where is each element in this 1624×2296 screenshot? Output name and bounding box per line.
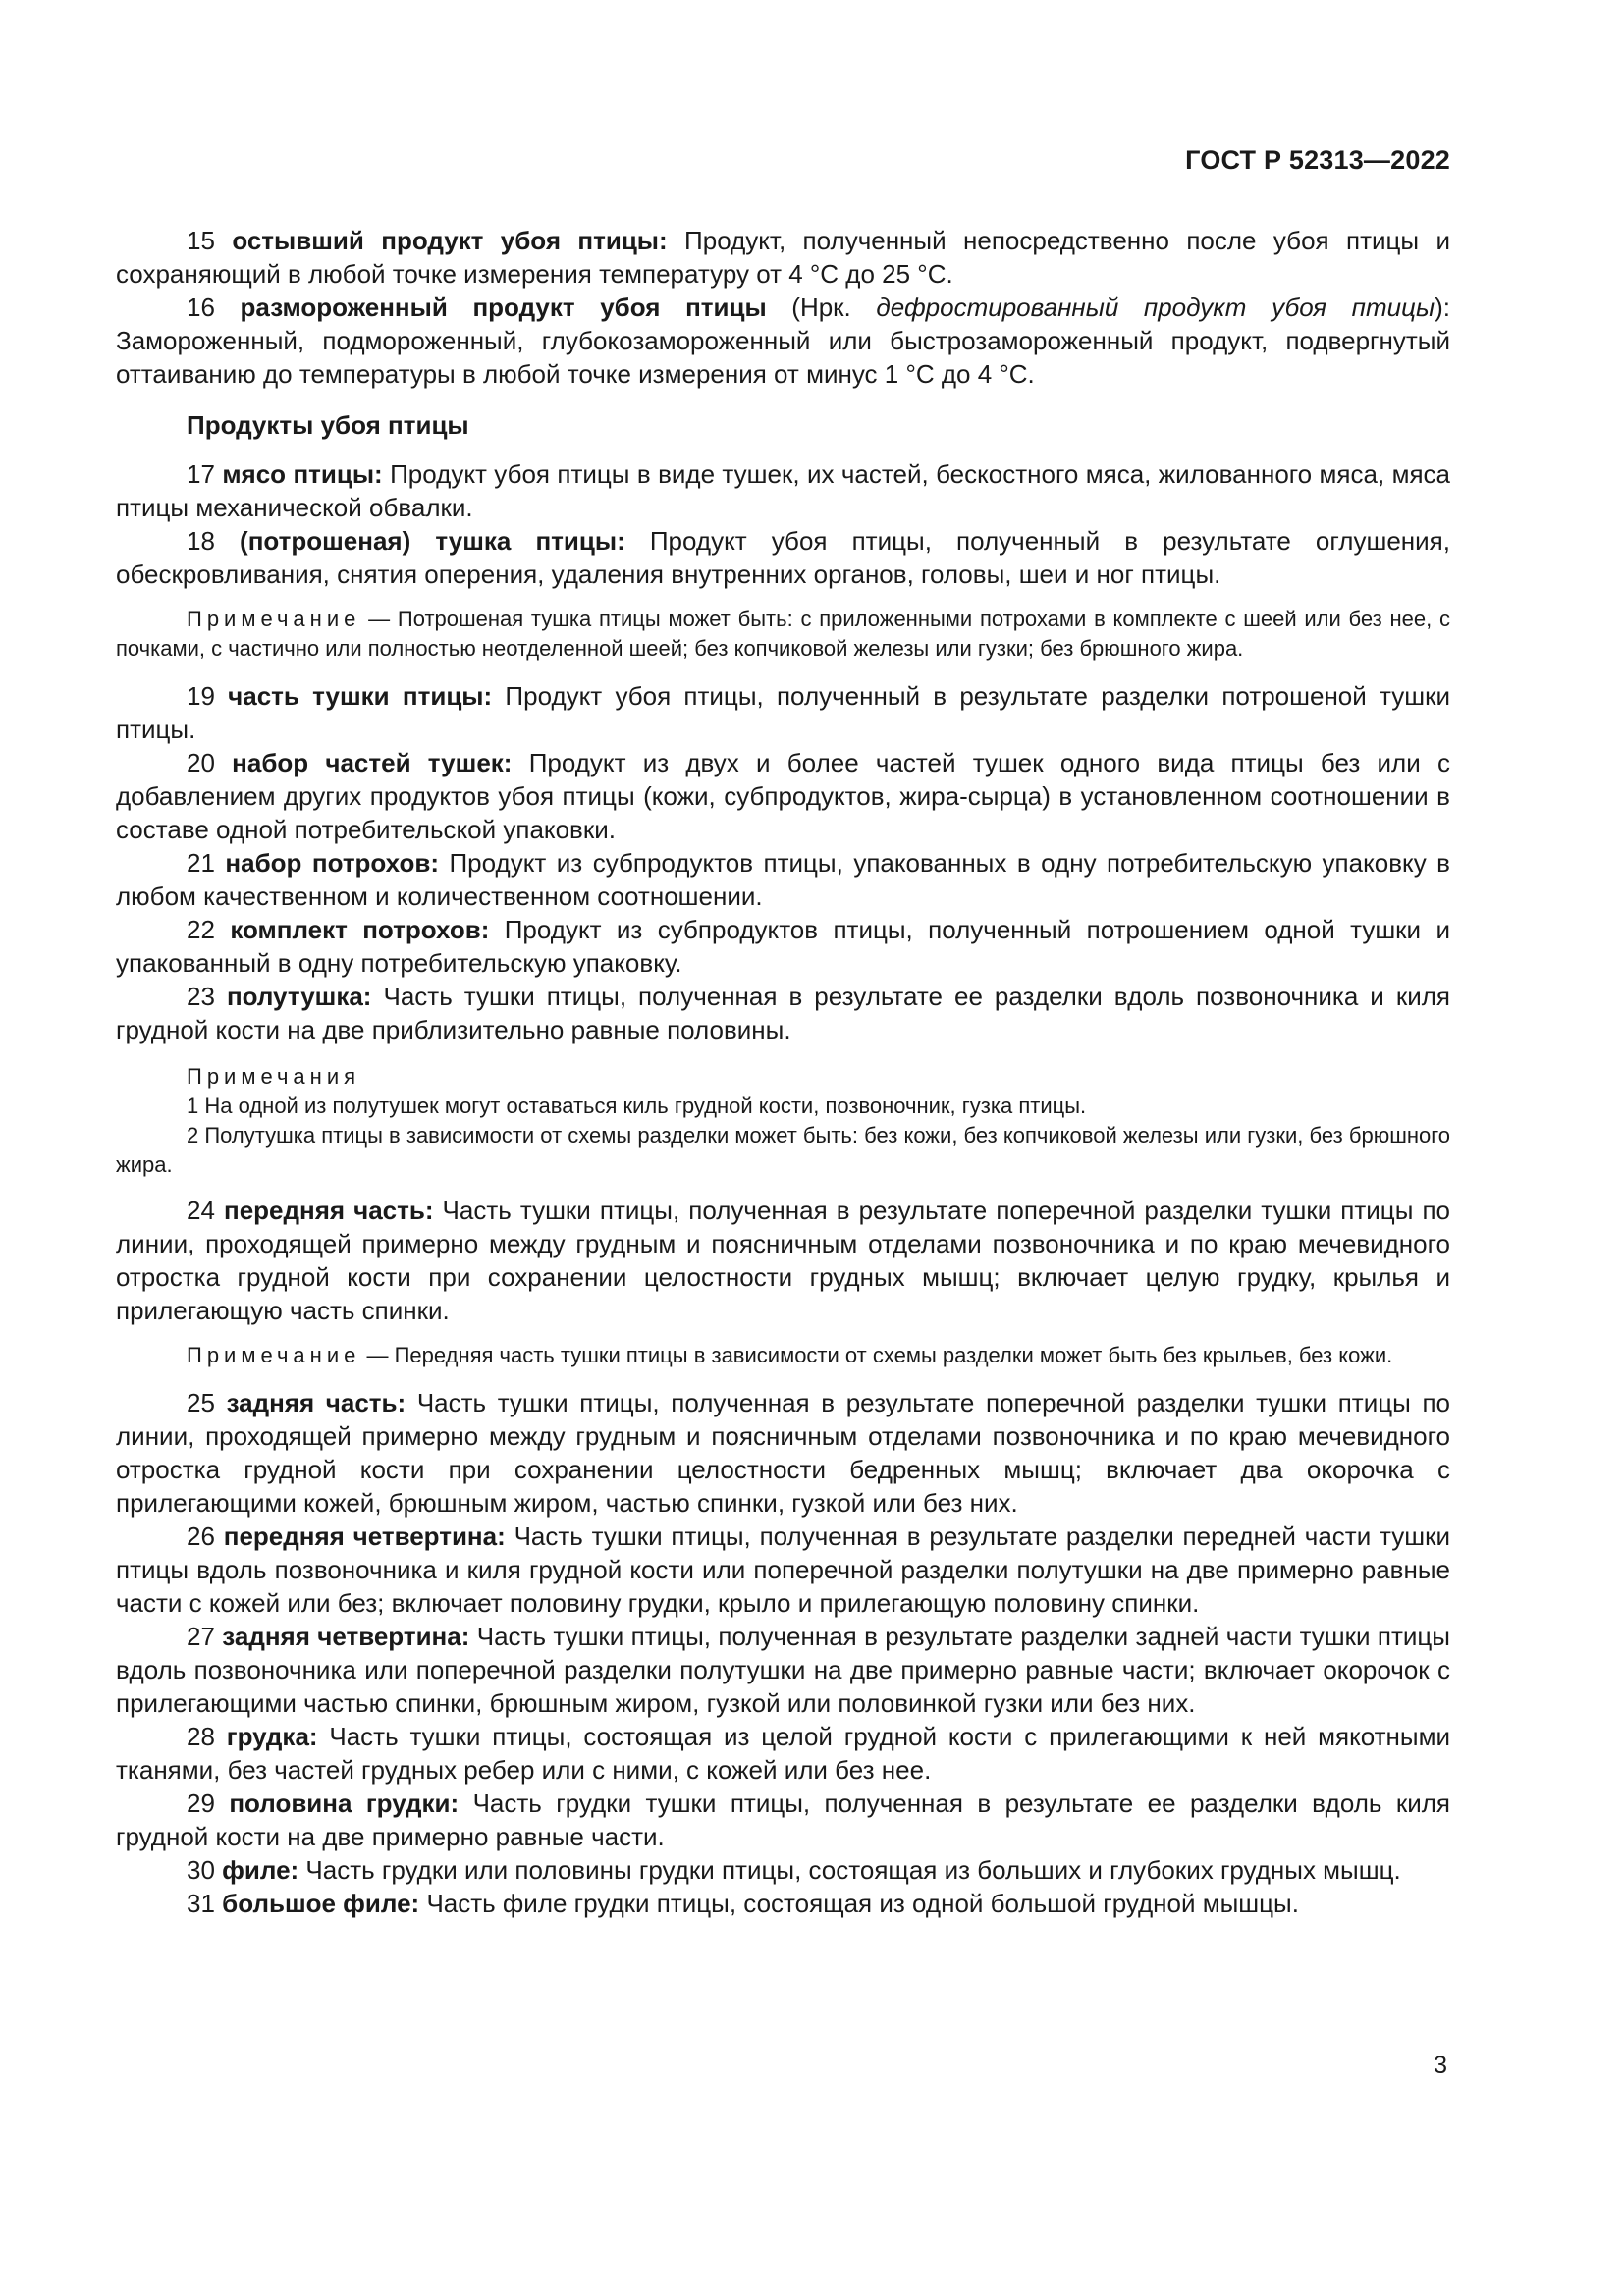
term-25 [116, 1386, 1450, 1520]
term-name: задняя четвертина: [222, 1622, 470, 1651]
term-name: половина грудки: [229, 1789, 460, 1818]
term-number: 17 [187, 459, 223, 489]
term-number: 20 [187, 748, 233, 777]
term-23 [116, 980, 1450, 1046]
term-definition: Продукт, полученный непосредственно после убоя птицы и сохраняющий в любой точке измерения температуру от 4 °С до 25 °С. [116, 226, 1450, 289]
term-number: 29 [187, 1789, 230, 1818]
term-number: 25 [187, 1388, 227, 1417]
term-17 [116, 457, 1450, 524]
term-24 [116, 1194, 1450, 1327]
term-definition: Часть филе грудки птицы, состоящая из одной большой грудной мышцы. [419, 1889, 1299, 1918]
term-definition: Продукт убоя птицы в виде тушек, их частей, бескостного мяса, жилованного мяса, мяса птицы механической обвалки. [116, 459, 1450, 522]
term-16 [116, 291, 1450, 391]
term-name: часть тушки птицы: [228, 681, 493, 711]
term-definition: Часть грудки тушки птицы, полученная в результате ее разделки вдоль киля грудной кости на две примерно равные части. [116, 1789, 1451, 1851]
term-number: 23 [187, 982, 227, 1011]
note-dash: — [360, 1343, 395, 1367]
term-name: полутушка: [226, 982, 372, 1011]
term-definition: Часть тушки птицы, полученная в результате поперечной разделки тушки птицы по линии, проходящей примерно между грудным и поясничным отделами позвоночника и по краю мечевидного отростка грудной кости при сохранении целостности грудных мышц; включает целую грудку, крылья и прилегающую часть спинки. [116, 1196, 1450, 1325]
note-label: Примечание [187, 607, 361, 631]
term-name: размороженный продукт убоя птицы [240, 293, 767, 322]
term-30 [116, 1853, 1450, 1887]
term-name: мясо птицы: [222, 459, 383, 489]
term-definition: ): Замороженный, подмороженный, глубокозамороженный или быстрозамороженный продукт, подвергнутый оттаиванию до температуры в любой точке измерения от минус 1 °С до 4 °С. [116, 293, 1450, 389]
term-name: грудка: [226, 1722, 318, 1751]
note-item: 2 Полутушка птицы в зависимости от схемы разделки может быть: без кожи, без копчиковой железы или гузки, без брюшного жира. [116, 1123, 1450, 1177]
term-29 [116, 1787, 1450, 1853]
term-definition: Часть тушки птицы, полученная в результате разделки задней части тушки птицы вдоль позвоночника или поперечной разделки полутушки на две примерно равные части; включает окорочок с прилегающими частью спинки, брюшным жиром, гузкой или половинкой гузки или без них. [116, 1622, 1450, 1718]
note-label: Примечание [187, 1343, 361, 1367]
term-definition: Продукт убоя птицы, полученный в результате разделки потрошеной тушки птицы. [116, 681, 1450, 744]
notes-title: Примечания [187, 1064, 361, 1089]
term-definition: Часть грудки или половины грудки птицы, состоящая из больших и глубоких грудных мышц. [298, 1855, 1401, 1885]
term-definition: Продукт убоя птицы, полученный в результате оглушения, обескровливания, снятия оперения, удаления внутренних органов, головы, шеи и ног птицы. [116, 526, 1450, 589]
note-24 [116, 1341, 1450, 1370]
term-20 [116, 746, 1450, 846]
term-name: передняя четвертина: [223, 1522, 506, 1551]
note-text: Потрошеная тушка птицы может быть: с приложенными потрохами в комплекте с шеей или без нее, с почками, с частично или полностью неотделенной шеей; без копчиковой железы или гузки; без брюшного жира. [116, 607, 1451, 661]
term-definition: Часть тушки птицы, полученная в результате ее разделки вдоль позвоночника и киля грудной кости на две приблизительно равные половины. [116, 982, 1450, 1044]
term-name: остывший продукт убоя птицы: [232, 226, 668, 255]
note-dash: — [360, 607, 398, 631]
note-18 [116, 605, 1450, 664]
term-26 [116, 1520, 1450, 1620]
term-15 [116, 224, 1450, 291]
term-number: 24 [187, 1196, 224, 1225]
term-name: большое филе: [222, 1889, 420, 1918]
document-code-header: ГОСТ Р 52313—2022 [1185, 145, 1450, 175]
term-deprecated-prefix: (Нрк. [766, 293, 877, 322]
term-22 [116, 913, 1450, 980]
term-name: (потрошеная) тушка птицы: [240, 526, 625, 556]
section-title: Продукты убоя птицы [187, 410, 469, 440]
term-name: набор потрохов: [225, 848, 440, 878]
term-27 [116, 1620, 1450, 1720]
notes-23 [116, 1062, 1450, 1180]
term-number: 19 [187, 681, 229, 711]
term-definition: Продукт из субпродуктов птицы, полученный потрошением одной тушки и упакованный в одну потребительскую упаковку. [116, 915, 1450, 978]
term-name: набор частей тушек: [232, 748, 513, 777]
term-deprecated-synonym: дефростированный продукт убоя птицы [876, 293, 1435, 322]
page-content [116, 224, 1450, 1920]
term-number: 28 [187, 1722, 227, 1751]
term-19 [116, 679, 1450, 746]
term-18 [116, 524, 1450, 591]
note-text: Передняя часть тушки птицы в зависимости от схемы разделки может быть без крыльев, без кожи. [394, 1343, 1393, 1367]
term-number: 21 [187, 848, 226, 878]
term-number: 18 [187, 526, 241, 556]
term-21 [116, 846, 1450, 913]
term-definition: Продукт из субпродуктов птицы, упакованных в одну потребительскую упаковку в любом качественном и количественном соотношении. [116, 848, 1450, 911]
term-31 [116, 1887, 1450, 1920]
term-number: 31 [187, 1889, 223, 1918]
term-definition: Часть тушки птицы, состоящая из целой грудной кости с прилегающими к ней мякотными тканями, без частей грудных ребер или с ними, с кожей или без нее. [116, 1722, 1450, 1785]
term-number: 16 [187, 293, 241, 322]
term-name: передняя часть: [223, 1196, 434, 1225]
term-number: 27 [187, 1622, 223, 1651]
term-number: 15 [187, 226, 233, 255]
term-number: 30 [187, 1855, 223, 1885]
page-number: 3 [1434, 2052, 1447, 2079]
term-name: филе: [222, 1855, 299, 1885]
term-28 [116, 1720, 1450, 1787]
term-definition: Часть тушки птицы, полученная в результате разделки передней части тушки птицы вдоль позвоночника и киля грудной кости или поперечной разделки полутушки на две примерно равные части с кожей или без; включает половину грудки, крыло и прилегающую половину спинки. [116, 1522, 1451, 1618]
term-number: 22 [187, 915, 231, 944]
term-definition: Часть тушки птицы, полученная в результате поперечной разделки тушки птицы по линии, проходящей примерно между грудным и поясничным отделами позвоночника и по краю мечевидного отростка грудной кости при сохранении целостности бедренных мышц; включает два окорочка с прилегающими кожей, брюшным жиром, частью спинки, гузкой или без них. [116, 1388, 1450, 1518]
term-name: комплект потрохов: [230, 915, 490, 944]
note-item: 1 На одной из полутушек могут оставаться киль грудной кости, позвоночник, гузка птицы. [187, 1094, 1087, 1118]
term-name: задняя часть: [226, 1388, 406, 1417]
term-definition: Продукт из двух и более частей тушек одного вида птицы без или с добавлением других продуктов убоя птицы (кожи, субпродуктов, жира-сырца) в установленном соотношении в составе одной потребительской упаковки. [116, 748, 1450, 844]
term-number: 26 [187, 1522, 224, 1551]
